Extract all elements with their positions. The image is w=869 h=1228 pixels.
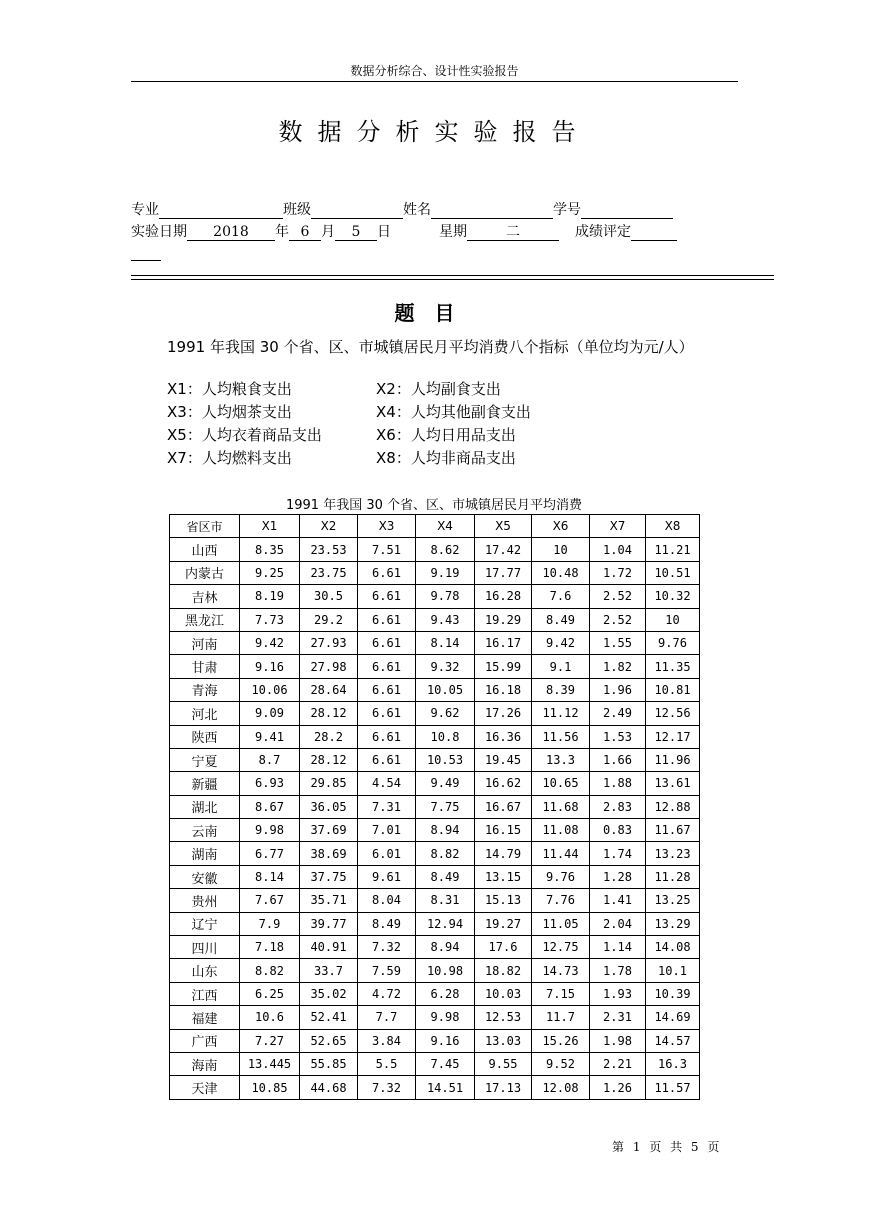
class-label: 班级 [283, 202, 311, 218]
value-cell: 14.73 [532, 959, 590, 982]
value-cell: 16.18 [475, 678, 532, 701]
province-cell: 吉林 [170, 585, 240, 608]
value-cell: 6.61 [358, 631, 416, 654]
value-cell: 6.28 [416, 982, 475, 1005]
value-cell: 9.32 [416, 655, 475, 678]
value-cell: 2.49 [590, 702, 646, 725]
value-cell: 28.2 [300, 725, 358, 748]
value-cell: 10.1 [646, 959, 700, 982]
value-cell: 8.49 [416, 865, 475, 888]
value-cell: 6.25 [240, 982, 300, 1005]
variable-row [167, 378, 531, 401]
value-cell: 33.7 [300, 959, 358, 982]
province-cell: 江西 [170, 982, 240, 1005]
info-line-1 [131, 199, 673, 219]
value-cell: 7.15 [532, 982, 590, 1005]
table-row [170, 561, 700, 584]
weekday-field[interactable]: 二 [467, 224, 559, 241]
value-cell: 12.88 [646, 795, 700, 818]
value-cell: 9.42 [532, 631, 590, 654]
column-header: 省区市 [170, 515, 240, 538]
value-cell: 8.04 [358, 889, 416, 912]
value-cell: 10.81 [646, 678, 700, 701]
value-cell: 13.15 [475, 865, 532, 888]
province-cell: 四川 [170, 936, 240, 959]
province-cell: 山西 [170, 538, 240, 561]
province-cell: 甘肃 [170, 655, 240, 678]
grade-field[interactable] [631, 224, 677, 241]
province-cell: 山东 [170, 959, 240, 982]
value-cell: 11.57 [646, 1076, 700, 1099]
table-row [170, 842, 700, 865]
month-unit: 月 [321, 224, 335, 240]
id-field[interactable] [581, 202, 673, 219]
table-row [170, 608, 700, 631]
value-cell: 8.82 [416, 842, 475, 865]
value-cell: 9.49 [416, 772, 475, 795]
table-row [170, 889, 700, 912]
column-header: X6 [532, 515, 590, 538]
value-cell: 2.83 [590, 795, 646, 818]
province-cell: 云南 [170, 819, 240, 842]
value-cell: 15.99 [475, 655, 532, 678]
value-cell: 9.16 [240, 655, 300, 678]
value-cell: 8.19 [240, 585, 300, 608]
value-cell: 12.08 [532, 1076, 590, 1099]
value-cell: 19.27 [475, 912, 532, 935]
value-cell: 11.05 [532, 912, 590, 935]
province-cell: 广西 [170, 1029, 240, 1052]
date-label: 实验日期 [131, 224, 187, 240]
weekday-label: 星期 [439, 224, 467, 240]
column-header: X8 [646, 515, 700, 538]
major-field[interactable] [159, 202, 283, 219]
value-cell: 9.78 [416, 585, 475, 608]
year-unit: 年 [275, 224, 289, 240]
value-cell: 23.75 [300, 561, 358, 584]
value-cell: 11.12 [532, 702, 590, 725]
value-cell: 13.445 [240, 1052, 300, 1075]
value-cell: 8.7 [240, 748, 300, 771]
value-cell: 15.26 [532, 1029, 590, 1052]
value-cell: 6.77 [240, 842, 300, 865]
value-cell: 16.28 [475, 585, 532, 608]
value-cell: 6.61 [358, 608, 416, 631]
value-cell: 1.14 [590, 936, 646, 959]
value-cell: 8.49 [532, 608, 590, 631]
table-row [170, 819, 700, 842]
value-cell: 35.71 [300, 889, 358, 912]
value-cell: 12.94 [416, 912, 475, 935]
value-cell: 1.41 [590, 889, 646, 912]
value-cell: 2.04 [590, 912, 646, 935]
value-cell: 17.42 [475, 538, 532, 561]
column-header: X2 [300, 515, 358, 538]
value-cell: 44.68 [300, 1076, 358, 1099]
province-cell: 内蒙古 [170, 561, 240, 584]
table-row [170, 725, 700, 748]
value-cell: 6.61 [358, 725, 416, 748]
table-row [170, 655, 700, 678]
table-row [170, 936, 700, 959]
value-cell: 9.41 [240, 725, 300, 748]
value-cell: 10.48 [532, 561, 590, 584]
value-cell: 7.27 [240, 1029, 300, 1052]
value-cell: 11.21 [646, 538, 700, 561]
value-cell: 30.5 [300, 585, 358, 608]
variable-def: X8：人均非商品支出 [376, 449, 516, 467]
province-cell: 河北 [170, 702, 240, 725]
value-cell: 10.05 [416, 678, 475, 701]
variable-def: X7：人均燃料支出 [167, 449, 292, 467]
province-cell: 湖北 [170, 795, 240, 818]
value-cell: 7.9 [240, 912, 300, 935]
value-cell: 7.73 [240, 608, 300, 631]
value-cell: 7.67 [240, 889, 300, 912]
value-cell: 9.43 [416, 608, 475, 631]
value-cell: 11.08 [532, 819, 590, 842]
value-cell: 16.17 [475, 631, 532, 654]
value-cell: 12.75 [532, 936, 590, 959]
value-cell: 8.14 [240, 865, 300, 888]
value-cell: 11.7 [532, 1006, 590, 1029]
value-cell: 6.01 [358, 842, 416, 865]
table-header-row [170, 515, 700, 538]
id-label: 学号 [553, 202, 581, 218]
value-cell: 19.29 [475, 608, 532, 631]
value-cell: 6.93 [240, 772, 300, 795]
province-cell: 湖南 [170, 842, 240, 865]
value-cell: 10.51 [646, 561, 700, 584]
value-cell: 6.61 [358, 655, 416, 678]
table-row [170, 1052, 700, 1075]
value-cell: 40.91 [300, 936, 358, 959]
running-header: 数据分析综合、设计性实验报告 [350, 64, 519, 78]
value-cell: 1.72 [590, 561, 646, 584]
table-row [170, 702, 700, 725]
value-cell: 7.18 [240, 936, 300, 959]
variable-def: X1：人均粮食支出 [167, 380, 292, 398]
value-cell: 35.02 [300, 982, 358, 1005]
value-cell: 15.13 [475, 889, 532, 912]
page-footer: 第 1 页 共 5 页 [612, 1140, 720, 1154]
province-cell: 贵州 [170, 889, 240, 912]
value-cell: 14.79 [475, 842, 532, 865]
province-cell: 陕西 [170, 725, 240, 748]
table-row [170, 1076, 700, 1099]
month-field[interactable]: 6 [289, 224, 321, 241]
class-field[interactable] [311, 202, 403, 219]
value-cell: 11.67 [646, 819, 700, 842]
double-rule-bottom [131, 279, 774, 280]
province-cell: 青海 [170, 678, 240, 701]
table-row [170, 912, 700, 935]
value-cell: 2.21 [590, 1052, 646, 1075]
value-cell: 8.94 [416, 819, 475, 842]
value-cell: 7.59 [358, 959, 416, 982]
table-caption: 1991 年我国 30 个省、区、市城镇居民月平均消费 [285, 498, 583, 513]
value-cell: 14.51 [416, 1076, 475, 1099]
value-cell: 0.83 [590, 819, 646, 842]
grade-field-continuation [131, 260, 161, 261]
province-cell: 福建 [170, 1006, 240, 1029]
value-cell: 38.69 [300, 842, 358, 865]
value-cell: 6.61 [358, 748, 416, 771]
value-cell: 1.78 [590, 959, 646, 982]
value-cell: 29.2 [300, 608, 358, 631]
value-cell: 6.61 [358, 678, 416, 701]
day-field[interactable]: 5 [335, 224, 377, 241]
value-cell: 12.56 [646, 702, 700, 725]
name-field[interactable] [431, 202, 553, 219]
value-cell: 1.93 [590, 982, 646, 1005]
value-cell: 6.61 [358, 702, 416, 725]
value-cell: 1.98 [590, 1029, 646, 1052]
table-row [170, 631, 700, 654]
value-cell: 13.61 [646, 772, 700, 795]
variable-def: X2：人均副食支出 [376, 380, 501, 398]
section-title: 题目 [394, 301, 475, 325]
province-cell: 宁夏 [170, 748, 240, 771]
value-cell: 5.5 [358, 1052, 416, 1075]
value-cell: 13.23 [646, 842, 700, 865]
value-cell: 55.85 [300, 1052, 358, 1075]
table-row [170, 538, 700, 561]
value-cell: 37.75 [300, 865, 358, 888]
value-cell: 8.14 [416, 631, 475, 654]
value-cell: 17.77 [475, 561, 532, 584]
value-cell: 9.61 [358, 865, 416, 888]
value-cell: 8.35 [240, 538, 300, 561]
value-cell: 16.62 [475, 772, 532, 795]
column-header: X3 [358, 515, 416, 538]
value-cell: 13.25 [646, 889, 700, 912]
value-cell: 37.69 [300, 819, 358, 842]
variable-row [167, 424, 531, 447]
value-cell: 7.6 [532, 585, 590, 608]
value-cell: 7.45 [416, 1052, 475, 1075]
value-cell: 2.52 [590, 585, 646, 608]
value-cell: 10.53 [416, 748, 475, 771]
value-cell: 16.15 [475, 819, 532, 842]
value-cell: 1.26 [590, 1076, 646, 1099]
value-cell: 36.05 [300, 795, 358, 818]
province-cell: 黑龙江 [170, 608, 240, 631]
value-cell: 9.98 [416, 1006, 475, 1029]
table-row [170, 982, 700, 1005]
name-label: 姓名 [403, 202, 431, 218]
value-cell: 19.45 [475, 748, 532, 771]
value-cell: 52.65 [300, 1029, 358, 1052]
value-cell: 14.69 [646, 1006, 700, 1029]
value-cell: 9.76 [646, 631, 700, 654]
value-cell: 6.61 [358, 561, 416, 584]
value-cell: 13.3 [532, 748, 590, 771]
value-cell: 11.96 [646, 748, 700, 771]
value-cell: 9.62 [416, 702, 475, 725]
value-cell: 12.17 [646, 725, 700, 748]
value-cell: 13.29 [646, 912, 700, 935]
value-cell: 10 [646, 608, 700, 631]
value-cell: 8.31 [416, 889, 475, 912]
table-row [170, 585, 700, 608]
value-cell: 9.16 [416, 1029, 475, 1052]
value-cell: 6.61 [358, 585, 416, 608]
value-cell: 8.82 [240, 959, 300, 982]
province-cell: 新疆 [170, 772, 240, 795]
table-row [170, 959, 700, 982]
value-cell: 11.35 [646, 655, 700, 678]
value-cell: 4.54 [358, 772, 416, 795]
value-cell: 28.12 [300, 748, 358, 771]
consumption-table [169, 514, 700, 1100]
value-cell: 10.65 [532, 772, 590, 795]
column-header: X1 [240, 515, 300, 538]
value-cell: 9.19 [416, 561, 475, 584]
value-cell: 8.67 [240, 795, 300, 818]
value-cell: 27.98 [300, 655, 358, 678]
value-cell: 16.36 [475, 725, 532, 748]
value-cell: 1.66 [590, 748, 646, 771]
value-cell: 16.3 [646, 1052, 700, 1075]
table-row [170, 678, 700, 701]
table-row [170, 1029, 700, 1052]
header-rule [131, 81, 738, 82]
value-cell: 16.67 [475, 795, 532, 818]
table-row [170, 748, 700, 771]
value-cell: 1.55 [590, 631, 646, 654]
value-cell: 39.77 [300, 912, 358, 935]
value-cell: 7.32 [358, 936, 416, 959]
value-cell: 1.28 [590, 865, 646, 888]
value-cell: 9.76 [532, 865, 590, 888]
value-cell: 10.98 [416, 959, 475, 982]
value-cell: 1.88 [590, 772, 646, 795]
value-cell: 7.76 [532, 889, 590, 912]
value-cell: 2.31 [590, 1006, 646, 1029]
variable-row [167, 401, 531, 424]
day-unit: 日 [377, 224, 391, 240]
value-cell: 27.93 [300, 631, 358, 654]
year-field[interactable]: 2018 [187, 224, 275, 241]
value-cell: 9.1 [532, 655, 590, 678]
table-row [170, 1006, 700, 1029]
value-cell: 7.31 [358, 795, 416, 818]
variable-def: X3：人均烟茶支出 [167, 403, 292, 421]
value-cell: 7.01 [358, 819, 416, 842]
value-cell: 8.39 [532, 678, 590, 701]
province-cell: 河南 [170, 631, 240, 654]
column-header: X4 [416, 515, 475, 538]
variable-row [167, 447, 531, 470]
value-cell: 4.72 [358, 982, 416, 1005]
value-cell: 10.8 [416, 725, 475, 748]
value-cell: 14.57 [646, 1029, 700, 1052]
variable-def: X4：人均其他副食支出 [376, 403, 531, 421]
column-header: X7 [590, 515, 646, 538]
value-cell: 1.04 [590, 538, 646, 561]
value-cell: 13.03 [475, 1029, 532, 1052]
value-cell: 10.03 [475, 982, 532, 1005]
value-cell: 17.26 [475, 702, 532, 725]
variable-def: X5：人均衣着商品支出 [167, 426, 322, 444]
table-row [170, 865, 700, 888]
value-cell: 8.49 [358, 912, 416, 935]
value-cell: 11.44 [532, 842, 590, 865]
value-cell: 1.96 [590, 678, 646, 701]
value-cell: 14.08 [646, 936, 700, 959]
province-cell: 天津 [170, 1076, 240, 1099]
province-cell: 安徽 [170, 865, 240, 888]
value-cell: 1.74 [590, 842, 646, 865]
value-cell: 10.39 [646, 982, 700, 1005]
value-cell: 23.53 [300, 538, 358, 561]
double-rule-top [131, 275, 774, 276]
info-line-2 [131, 221, 677, 241]
province-cell: 海南 [170, 1052, 240, 1075]
report-title: 数据分析实验报告 [278, 118, 591, 146]
intro-paragraph: 1991 年我国 30 个省、区、市城镇居民月平均消费八个指标（单位均为元/人） [167, 338, 694, 356]
value-cell: 8.62 [416, 538, 475, 561]
value-cell: 3.84 [358, 1029, 416, 1052]
value-cell: 11.56 [532, 725, 590, 748]
value-cell: 7.32 [358, 1076, 416, 1099]
value-cell: 1.53 [590, 725, 646, 748]
value-cell: 9.25 [240, 561, 300, 584]
value-cell: 8.94 [416, 936, 475, 959]
value-cell: 17.6 [475, 936, 532, 959]
value-cell: 10.6 [240, 1006, 300, 1029]
value-cell: 11.68 [532, 795, 590, 818]
variable-list [167, 378, 531, 470]
value-cell: 28.12 [300, 702, 358, 725]
value-cell: 12.53 [475, 1006, 532, 1029]
major-label: 专业 [131, 202, 159, 218]
table-row [170, 795, 700, 818]
table-row [170, 772, 700, 795]
value-cell: 10 [532, 538, 590, 561]
value-cell: 7.51 [358, 538, 416, 561]
value-cell: 52.41 [300, 1006, 358, 1029]
value-cell: 10.32 [646, 585, 700, 608]
value-cell: 10.06 [240, 678, 300, 701]
value-cell: 29.85 [300, 772, 358, 795]
province-cell: 辽宁 [170, 912, 240, 935]
value-cell: 7.75 [416, 795, 475, 818]
value-cell: 9.98 [240, 819, 300, 842]
value-cell: 10.85 [240, 1076, 300, 1099]
value-cell: 28.64 [300, 678, 358, 701]
value-cell: 9.55 [475, 1052, 532, 1075]
value-cell: 2.52 [590, 608, 646, 631]
value-cell: 17.13 [475, 1076, 532, 1099]
grade-label: 成绩评定 [575, 224, 631, 240]
value-cell: 9.09 [240, 702, 300, 725]
value-cell: 7.7 [358, 1006, 416, 1029]
variable-def: X6：人均日用品支出 [376, 426, 516, 444]
column-header: X5 [475, 515, 532, 538]
value-cell: 9.42 [240, 631, 300, 654]
value-cell: 9.52 [532, 1052, 590, 1075]
value-cell: 11.28 [646, 865, 700, 888]
value-cell: 18.82 [475, 959, 532, 982]
value-cell: 1.82 [590, 655, 646, 678]
